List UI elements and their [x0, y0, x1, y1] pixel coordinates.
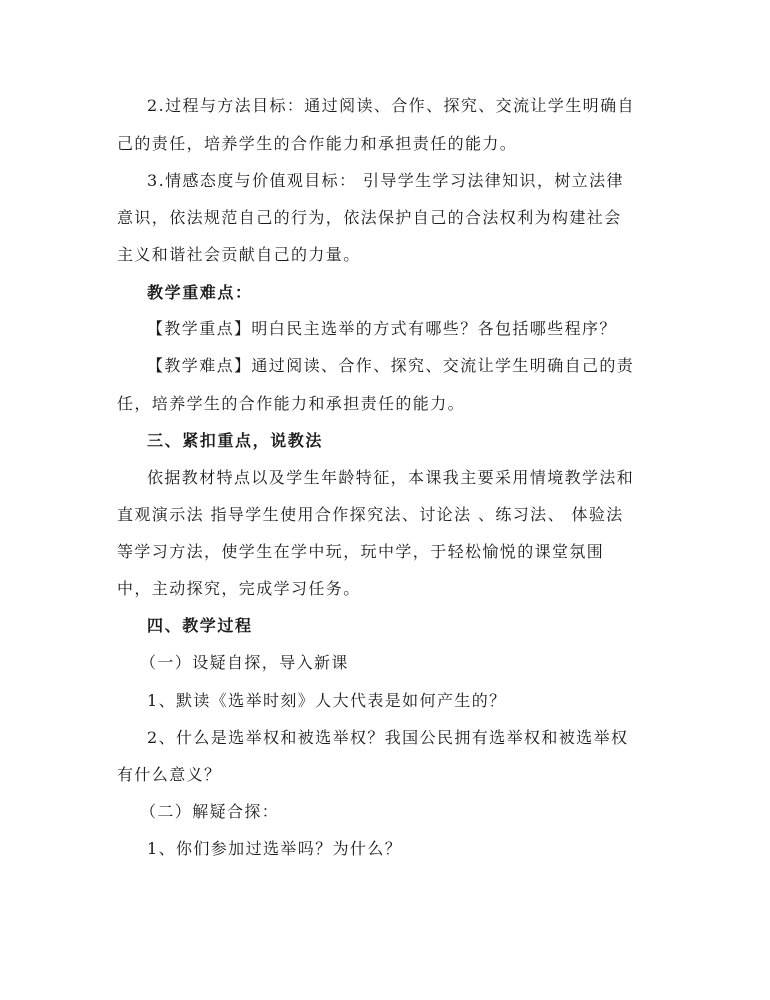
text-line: 3.情感态度与价值观目标： 引导学生学习法律知识，树立法律	[147, 171, 624, 190]
text-line: 1、默读《选举时刻》人大代表是如何产生的？	[147, 691, 507, 710]
text-line: 有什么意义？	[117, 765, 222, 784]
text-line: 主义和谐社会贡献自己的力量。	[117, 245, 361, 264]
text-line: 意识，依法规范自己的行为，依法保护自己的合法权利为构建社会	[117, 208, 622, 227]
text-line: 1、你们参加过选举吗？为什么？	[147, 839, 403, 858]
text-line: 【教学难点】通过阅读、合作、探究、交流让学生明确自己的责	[147, 356, 635, 375]
text-line: 2.过程与方法目标：通过阅读、合作、探究、交流让学生明确自	[147, 96, 635, 115]
subsection-heading: （一）设疑自探，导入新课	[140, 653, 349, 672]
text-line: 2、什么是选举权和被选举权？我国公民拥有选举权和被选举权	[147, 728, 629, 747]
text-line: 【教学重点】明白民主选举的方式有哪些？各包括哪些程序？	[147, 319, 617, 338]
section-heading: 教学重难点：	[147, 283, 253, 302]
section-heading: 三、紧扣重点，说教法	[147, 431, 324, 450]
subsection-heading: （二）解疑合探：	[140, 802, 280, 821]
section-heading: 四、教学过程	[147, 616, 253, 635]
text-line: 己的责任，培养学生的合作能力和承担责任的能力。	[117, 134, 518, 153]
text-line: 直观演示法 指导学生使用合作探究法、讨论法 、练习法、 体验法	[117, 505, 624, 524]
text-line: 任，培养学生的合作能力和承担责任的能力。	[117, 394, 466, 413]
text-line: 依据教材特点以及学生年龄特征，本课我主要采用情境教学法和	[147, 468, 635, 487]
text-line: 中，主动探究，完成学习任务。	[117, 579, 361, 598]
text-line: 等学习方法，使学生在学中玩，玩中学，于轻松愉悦的课堂氛围	[117, 542, 605, 561]
